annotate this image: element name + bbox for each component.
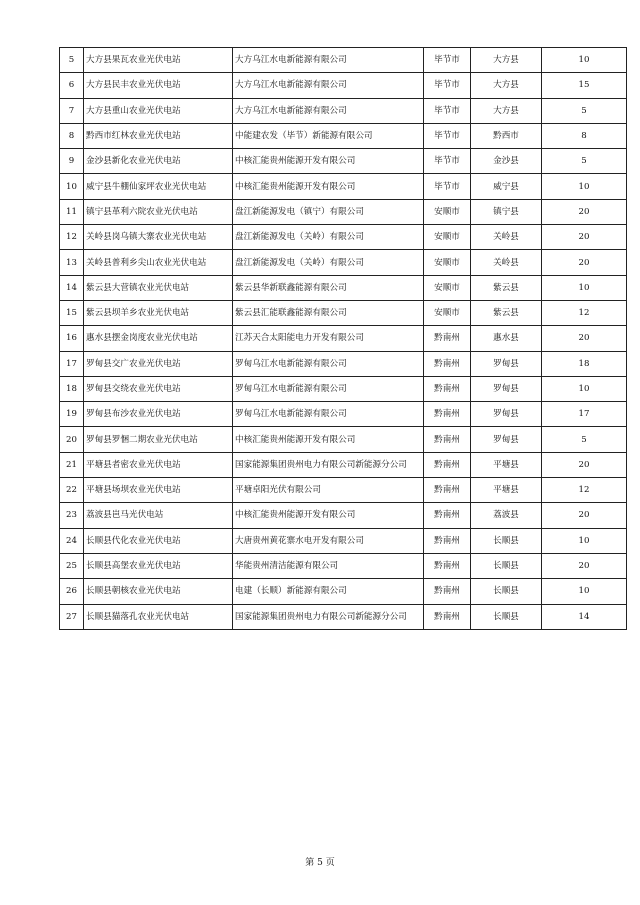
row-number-cell: 16 (60, 326, 84, 351)
projects-table-container (59, 47, 627, 630)
capacity-cell: 18 (542, 351, 627, 376)
city-cell: 毕节市 (424, 98, 471, 123)
capacity-cell: 20 (542, 553, 627, 578)
city-cell: 黔南州 (424, 351, 471, 376)
county-cell: 荔波县 (471, 503, 542, 528)
capacity-cell: 5 (542, 427, 627, 452)
county-cell: 长顺县 (471, 528, 542, 553)
company-name-cell: 中核汇能贵州能源开发有限公司 (233, 503, 424, 528)
company-name-cell: 盘江新能源发电（镇宁）有限公司 (233, 199, 424, 224)
station-name-cell: 紫云县坝羊乡农业光伏电站 (84, 300, 233, 325)
projects-table-body (60, 48, 627, 630)
row-number-cell: 25 (60, 553, 84, 578)
station-name-cell: 长顺县高堡农业光伏电站 (84, 553, 233, 578)
station-name-cell: 大方县民丰农业光伏电站 (84, 73, 233, 98)
city-cell: 安顺市 (424, 225, 471, 250)
county-cell: 黔西市 (471, 123, 542, 148)
row-number-cell: 5 (60, 48, 84, 73)
county-cell: 罗甸县 (471, 427, 542, 452)
county-cell: 平塘县 (471, 452, 542, 477)
capacity-cell: 8 (542, 123, 627, 148)
county-cell: 大方县 (471, 73, 542, 98)
county-cell: 紫云县 (471, 275, 542, 300)
table-row (60, 579, 627, 604)
station-name-cell: 罗甸县罗悃二期农业光伏电站 (84, 427, 233, 452)
company-name-cell: 江苏天合太阳能电力开发有限公司 (233, 326, 424, 351)
table-row (60, 174, 627, 199)
city-cell: 黔南州 (424, 427, 471, 452)
station-name-cell: 大方县重山农业光伏电站 (84, 98, 233, 123)
capacity-cell: 17 (542, 402, 627, 427)
table-row (60, 123, 627, 148)
county-cell: 长顺县 (471, 604, 542, 629)
capacity-cell: 10 (542, 174, 627, 199)
row-number-cell: 23 (60, 503, 84, 528)
row-number-cell: 15 (60, 300, 84, 325)
city-cell: 黔南州 (424, 604, 471, 629)
company-name-cell: 盘江新能源发电（关岭）有限公司 (233, 225, 424, 250)
city-cell: 黔南州 (424, 503, 471, 528)
county-cell: 罗甸县 (471, 351, 542, 376)
table-row (60, 275, 627, 300)
city-cell: 安顺市 (424, 199, 471, 224)
page-number: 第 5 页 (305, 858, 335, 868)
station-name-cell: 关岭县岗乌镇大寨农业光伏电站 (84, 225, 233, 250)
capacity-cell: 5 (542, 98, 627, 123)
row-number-cell: 24 (60, 528, 84, 553)
city-cell: 黔南州 (424, 553, 471, 578)
county-cell: 罗甸县 (471, 402, 542, 427)
county-cell: 大方县 (471, 98, 542, 123)
table-row (60, 376, 627, 401)
row-number-cell: 11 (60, 199, 84, 224)
table-row (60, 351, 627, 376)
capacity-cell: 20 (542, 326, 627, 351)
city-cell: 毕节市 (424, 73, 471, 98)
table-row (60, 149, 627, 174)
county-cell: 惠水县 (471, 326, 542, 351)
station-name-cell: 长顺县猫落孔农业光伏电站 (84, 604, 233, 629)
city-cell: 毕节市 (424, 48, 471, 73)
city-cell: 毕节市 (424, 123, 471, 148)
city-cell: 黔南州 (424, 326, 471, 351)
station-name-cell: 大方县果瓦农业光伏电站 (84, 48, 233, 73)
capacity-cell: 20 (542, 452, 627, 477)
row-number-cell: 22 (60, 478, 84, 503)
company-name-cell: 中核汇能贵州能源开发有限公司 (233, 149, 424, 174)
table-row (60, 427, 627, 452)
county-cell: 金沙县 (471, 149, 542, 174)
table-row (60, 503, 627, 528)
capacity-cell: 10 (542, 528, 627, 553)
company-name-cell: 大方乌江水电新能源有限公司 (233, 73, 424, 98)
city-cell: 黔南州 (424, 402, 471, 427)
capacity-cell: 10 (542, 48, 627, 73)
table-row (60, 528, 627, 553)
company-name-cell: 大方乌江水电新能源有限公司 (233, 98, 424, 123)
station-name-cell: 黔西市红林农业光伏电站 (84, 123, 233, 148)
county-cell: 威宁县 (471, 174, 542, 199)
capacity-cell: 10 (542, 579, 627, 604)
county-cell: 大方县 (471, 48, 542, 73)
station-name-cell: 罗甸县交广农业光伏电站 (84, 351, 233, 376)
county-cell: 长顺县 (471, 553, 542, 578)
station-name-cell: 镇宁县革利六院农业光伏电站 (84, 199, 233, 224)
row-number-cell: 18 (60, 376, 84, 401)
row-number-cell: 20 (60, 427, 84, 452)
city-cell: 安顺市 (424, 275, 471, 300)
capacity-cell: 12 (542, 478, 627, 503)
city-cell: 黔南州 (424, 579, 471, 604)
table-row (60, 73, 627, 98)
station-name-cell: 关岭县普利乡尖山农业光伏电站 (84, 250, 233, 275)
company-name-cell: 罗甸乌江水电新能源有限公司 (233, 376, 424, 401)
city-cell: 黔南州 (424, 452, 471, 477)
company-name-cell: 罗甸乌江水电新能源有限公司 (233, 402, 424, 427)
capacity-cell: 10 (542, 275, 627, 300)
table-row (60, 478, 627, 503)
city-cell: 安顺市 (424, 250, 471, 275)
station-name-cell: 紫云县大营镇农业光伏电站 (84, 275, 233, 300)
company-name-cell: 华能贵州清洁能源有限公司 (233, 553, 424, 578)
row-number-cell: 14 (60, 275, 84, 300)
capacity-cell: 12 (542, 300, 627, 325)
row-number-cell: 19 (60, 402, 84, 427)
station-name-cell: 平塘县场坝农业光伏电站 (84, 478, 233, 503)
row-number-cell: 10 (60, 174, 84, 199)
company-name-cell: 大方乌江水电新能源有限公司 (233, 48, 424, 73)
table-row (60, 604, 627, 629)
county-cell: 关岭县 (471, 250, 542, 275)
county-cell: 罗甸县 (471, 376, 542, 401)
row-number-cell: 8 (60, 123, 84, 148)
table-row (60, 48, 627, 73)
company-name-cell: 电建（长顺）新能源有限公司 (233, 579, 424, 604)
table-row (60, 98, 627, 123)
capacity-cell: 5 (542, 149, 627, 174)
row-number-cell: 27 (60, 604, 84, 629)
company-name-cell: 罗甸乌江水电新能源有限公司 (233, 351, 424, 376)
table-row (60, 452, 627, 477)
county-cell: 平塘县 (471, 478, 542, 503)
company-name-cell: 国家能源集团贵州电力有限公司新能源分公司 (233, 452, 424, 477)
row-number-cell: 12 (60, 225, 84, 250)
company-name-cell: 盘江新能源发电（关岭）有限公司 (233, 250, 424, 275)
table-row (60, 199, 627, 224)
capacity-cell: 20 (542, 250, 627, 275)
county-cell: 紫云县 (471, 300, 542, 325)
table-row (60, 553, 627, 578)
county-cell: 镇宁县 (471, 199, 542, 224)
company-name-cell: 中核汇能贵州能源开发有限公司 (233, 174, 424, 199)
capacity-cell: 20 (542, 503, 627, 528)
table-row (60, 250, 627, 275)
station-name-cell: 威宁县牛棚仙家坪农业光伏电站 (84, 174, 233, 199)
company-name-cell: 紫云县华新联鑫能源有限公司 (233, 275, 424, 300)
county-cell: 关岭县 (471, 225, 542, 250)
company-name-cell: 中核汇能贵州能源开发有限公司 (233, 427, 424, 452)
city-cell: 黔南州 (424, 528, 471, 553)
station-name-cell: 平塘县者密农业光伏电站 (84, 452, 233, 477)
company-name-cell: 大唐贵州黄花寨水电开发有限公司 (233, 528, 424, 553)
table-row (60, 225, 627, 250)
capacity-cell: 20 (542, 199, 627, 224)
county-cell: 长顺县 (471, 579, 542, 604)
company-name-cell: 紫云县汇能联鑫能源有限公司 (233, 300, 424, 325)
capacity-cell: 10 (542, 376, 627, 401)
station-name-cell: 荔波县岜马光伏电站 (84, 503, 233, 528)
table-row (60, 326, 627, 351)
station-name-cell: 惠水县摆金岗度农业光伏电站 (84, 326, 233, 351)
row-number-cell: 21 (60, 452, 84, 477)
station-name-cell: 长顺县朝核农业光伏电站 (84, 579, 233, 604)
city-cell: 黔南州 (424, 376, 471, 401)
capacity-cell: 20 (542, 225, 627, 250)
city-cell: 毕节市 (424, 174, 471, 199)
table-row (60, 300, 627, 325)
station-name-cell: 长顺县代化农业光伏电站 (84, 528, 233, 553)
station-name-cell: 金沙县新化农业光伏电站 (84, 149, 233, 174)
station-name-cell: 罗甸县交绕农业光伏电站 (84, 376, 233, 401)
row-number-cell: 6 (60, 73, 84, 98)
row-number-cell: 13 (60, 250, 84, 275)
city-cell: 黔南州 (424, 478, 471, 503)
city-cell: 安顺市 (424, 300, 471, 325)
station-name-cell: 罗甸县布沙农业光伏电站 (84, 402, 233, 427)
row-number-cell: 9 (60, 149, 84, 174)
table-row (60, 402, 627, 427)
company-name-cell: 平塘卓阳光伏有限公司 (233, 478, 424, 503)
row-number-cell: 26 (60, 579, 84, 604)
row-number-cell: 17 (60, 351, 84, 376)
company-name-cell: 中能建农发（毕节）新能源有限公司 (233, 123, 424, 148)
row-number-cell: 7 (60, 98, 84, 123)
capacity-cell: 14 (542, 604, 627, 629)
capacity-cell: 15 (542, 73, 627, 98)
city-cell: 毕节市 (424, 149, 471, 174)
projects-table (59, 47, 627, 630)
company-name-cell: 国家能源集团贵州电力有限公司新能源分公司 (233, 604, 424, 629)
